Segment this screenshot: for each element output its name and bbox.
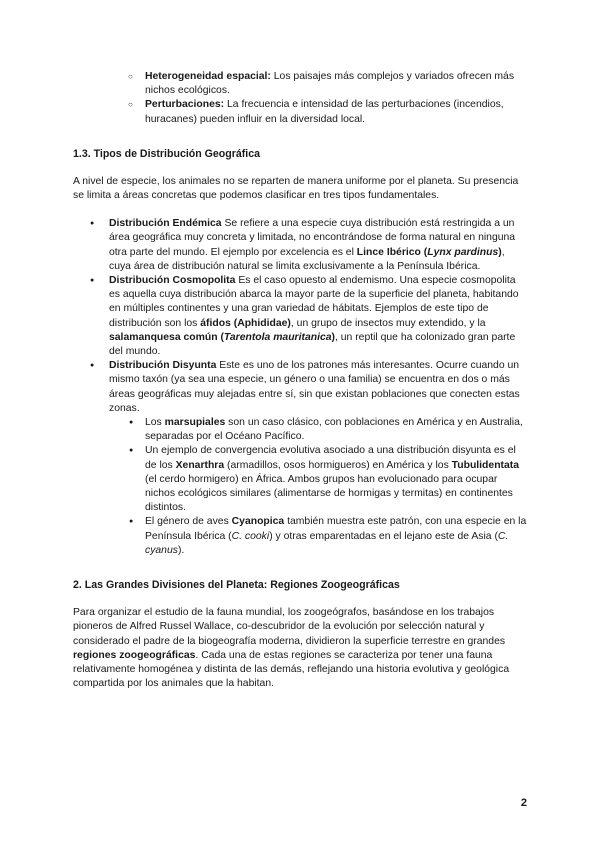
section-heading-2: 2. Las Grandes Divisiones del Planeta: Regiones Zoogeográficas bbox=[73, 579, 400, 592]
list-item: ● El género de aves Cyanopica también muestra este patrón, con una especie en la Península Ibérica (C. cooki) y otras emparentadas en el lejano este de Asia (C. cyanus). bbox=[109, 515, 529, 558]
list-item-endemica: ● Distribución Endémica Se refiere a una especie cuya distribución está restringida a un área geográfica muy concreta y limitada, no encontrándose de forma natural en ninguna otra parte del mundo. El ejemplo por excelencia es el Lince Ibérico (Lynx pardinus), cuya área de distribución natural se limita exclusivamente a la Península Ibérica. bbox=[73, 217, 529, 274]
list-item: ○ Perturbaciones: La frecuencia e intensidad de las perturbaciones (incendios, huracanes) pueden influir en la diversidad local. bbox=[73, 98, 529, 126]
list-item-disyunta: ● Distribución Disyunta Este es uno de los patrones más interesantes. Ocurre cuando un mismo taxón (ya sea una especie, un género o una familia) se encuentra en dos o más áreas geográficas muy alejadas entre sí, sin que existan poblaciones que conecten estas zonas. ● Los marsupiales son un caso clásico, con poblaciones en América y en Australia, separadas por el Océano Pacífico. ● Un ejemplo de convergencia evolutiva asociado a una distribución disyunta es el de los Xenarthra (armadillos, osos hormigueros) en América y los Tubulidentata (el cerdo hormigero) en África. Ambos grupos han evolucionado para ocupar nichos ecológicos similares (alimentarse de hormigas y termitas) en continentes distintos. ● El género de aves Cyanopica también muestra este patrón, con una especie en la Península Ibérica (C. cooki) y otras emparentadas en el lejano este de Asia (C. cyanus). bbox=[73, 359, 529, 558]
section-heading-1-3: 1.3. Tipos de Distribución Geográfica bbox=[73, 147, 261, 160]
list-item: ● Un ejemplo de convergencia evolutiva asociado a una distribución disyunta es el de los Xenarthra (armadillos, osos hormigueros) en América y los Tubulidentata (el cerdo hormigero) en África. Ambos grupos han evolucionado para ocupar nichos ecológicos similares (alimentarse de hormigas y termitas) en continentes distintos. bbox=[109, 444, 529, 515]
page-number: 2 bbox=[520, 797, 527, 809]
intro-sub-list bbox=[73, 70, 529, 127]
distribution-types-list bbox=[73, 217, 529, 558]
list-item-cosmopolita: ● Distribución Cosmopolita Es el caso opuesto al endemismo. Una especie cosmopolita es aquella cuya distribución abarca la mayor parte de la superficie del planeta, habitando en múltiples continentes y una gran variedad de hábitats. Ejemplos de este tipo de distribución son los áfidos (Aphididae), un grupo de insectos muy extendido, y la salamanquesa común (Tarentola mauritanica), un reptil que ha colonizado gran parte del mundo. bbox=[73, 274, 529, 359]
list-item: ○ Heterogeneidad espacial: Los paisajes más complejos y variados ofrecen más nichos ecológicos. bbox=[73, 70, 529, 98]
document-page bbox=[73, 70, 529, 691]
disyunta-examples-list bbox=[109, 416, 529, 558]
section-1-3-intro: A nivel de especie, los animales no se reparten de manera uniforme por el planeta. Su presencia se limita a áreas concretas que podemos clasificar en tres tipos fundamentales. bbox=[73, 175, 519, 202]
list-item: ● Los marsupiales son un caso clásico, con poblaciones en América y en Australia, separadas por el Océano Pacífico. bbox=[109, 416, 529, 444]
section-2-paragraph: Para organizar el estudio de la fauna mundial, los zoogeógrafos, basándose en los trabajos pioneros de Alfred Russel Wallace, co-descubridor de la evolución por selección natural y considerado el padre de la biogeografía moderna, dividieron la superficie terrestre en grandes regiones zoogeográficas. Cada una de estas regiones se caracteriza por tener una fauna relativamente homogénea y distinta de las demás, reflejando una historia evolutiva y geológica compartida por los animales que la habitan. bbox=[73, 607, 510, 690]
